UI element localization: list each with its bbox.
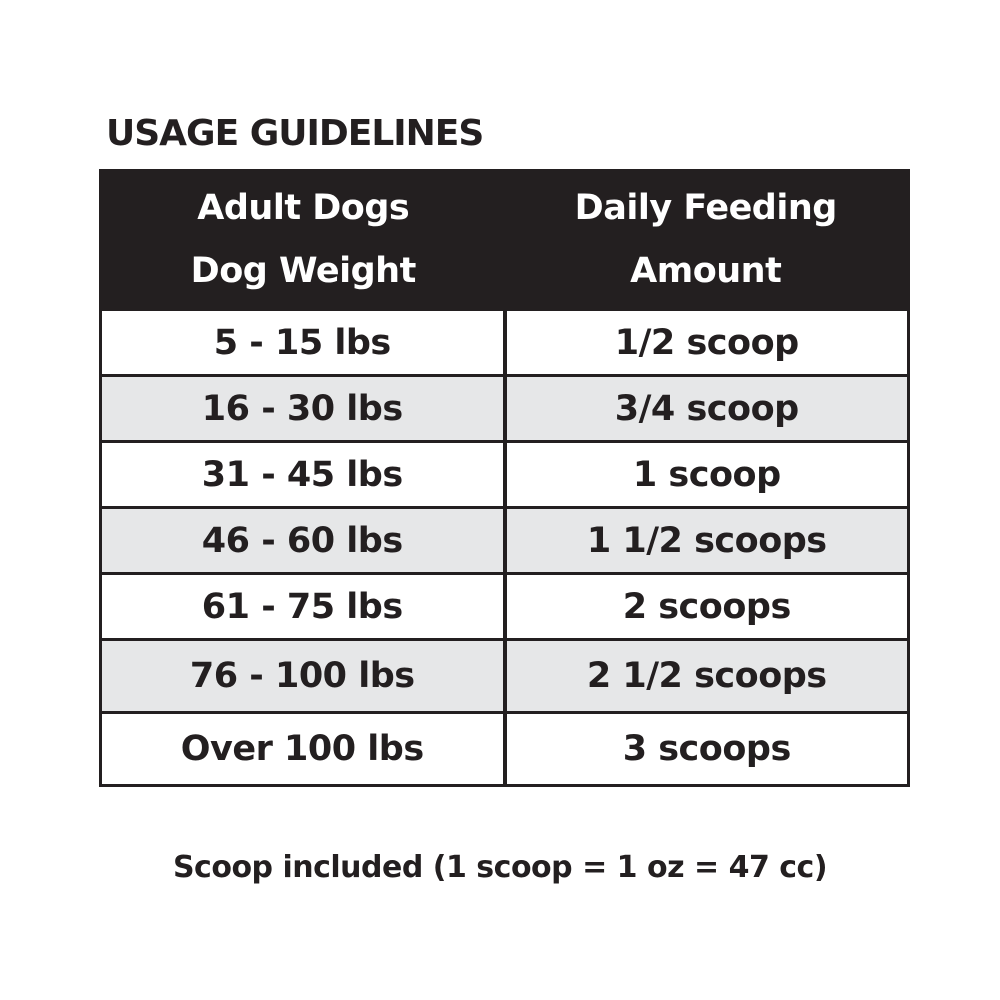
table-body (102, 308, 907, 784)
weight-cell: 61 - 75 lbs (102, 575, 503, 638)
amount-cell: 3/4 scoop (503, 377, 908, 440)
weight-cell: Over 100 lbs (102, 714, 503, 784)
amount-cell: 3 scoops (503, 714, 908, 784)
amount-cell: 1 1/2 scoops (503, 509, 908, 572)
header-feeding-amount (505, 172, 908, 308)
header-line: Dog Weight (190, 251, 416, 291)
table-row (102, 638, 907, 711)
weight-cell: 31 - 45 lbs (102, 443, 503, 506)
header-line: Daily Feeding (574, 188, 837, 228)
table-row (102, 374, 907, 440)
amount-cell: 2 scoops (503, 575, 908, 638)
weight-cell: 46 - 60 lbs (102, 509, 503, 572)
table-header-row (102, 172, 907, 308)
weight-cell: 16 - 30 lbs (102, 377, 503, 440)
amount-cell: 2 1/2 scoops (503, 641, 908, 711)
page-title: USAGE GUIDELINES (106, 113, 484, 154)
table-row (102, 572, 907, 638)
amount-cell: 1 scoop (503, 443, 908, 506)
weight-cell: 5 - 15 lbs (102, 311, 503, 374)
amount-cell: 1/2 scoop (503, 311, 908, 374)
table-row (102, 506, 907, 572)
weight-cell: 76 - 100 lbs (102, 641, 503, 711)
table-row (102, 308, 907, 374)
header-line: Amount (630, 251, 782, 291)
header-line: Adult Dogs (197, 188, 410, 228)
feeding-table (99, 169, 910, 787)
header-dog-weight (102, 172, 505, 308)
table-row (102, 440, 907, 506)
scoop-note: Scoop included (1 scoop = 1 oz = 47 cc) (172, 850, 828, 885)
table-row (102, 711, 907, 784)
